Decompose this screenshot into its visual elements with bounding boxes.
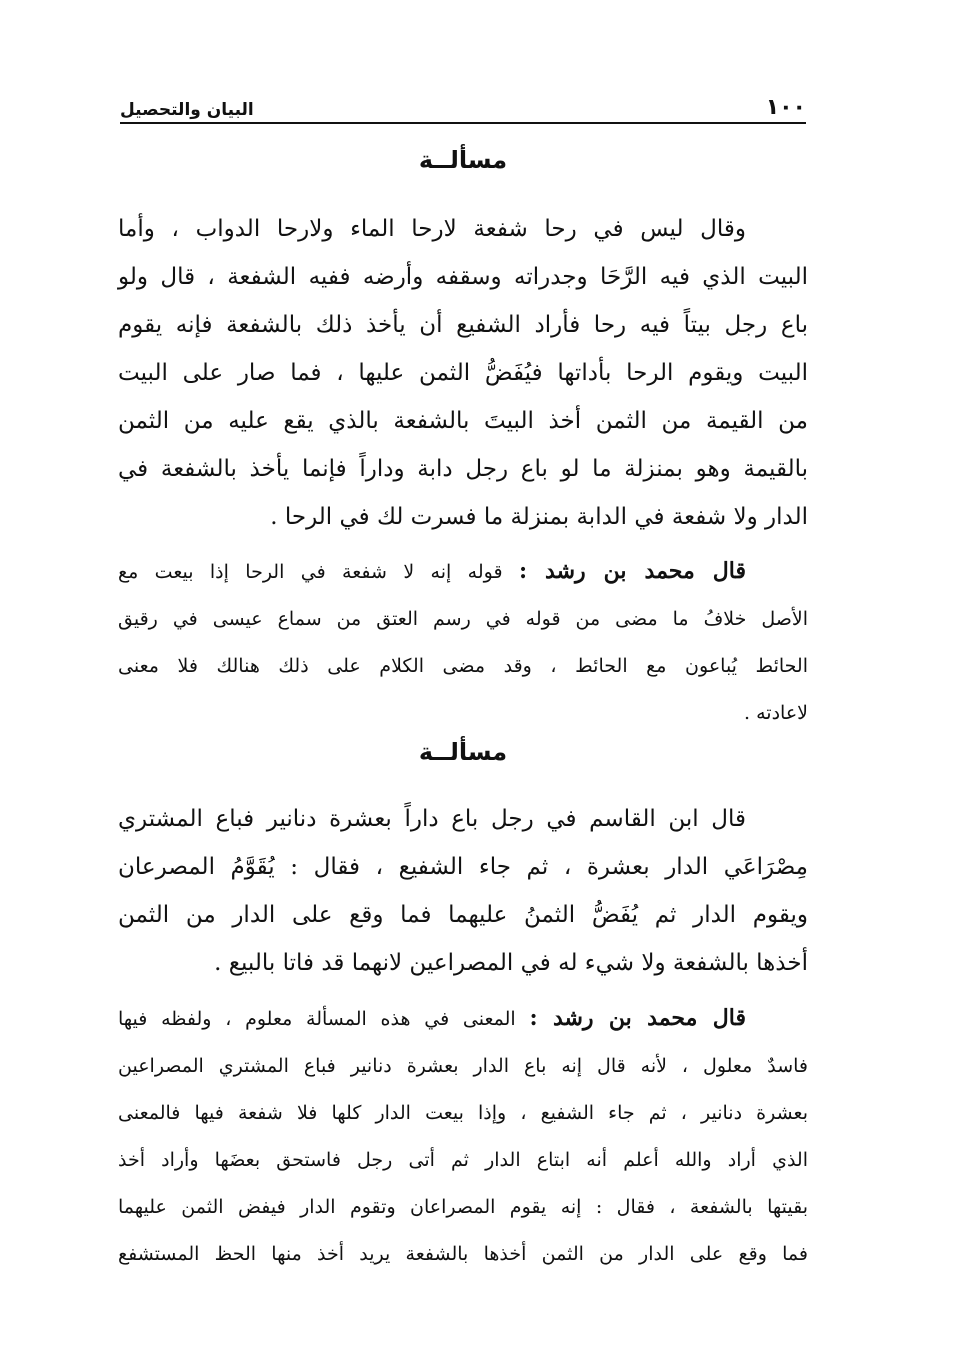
- commentary-speaker: قال محمد بن رشد :: [518, 558, 746, 584]
- commentary-line: [118, 995, 808, 1043]
- text-line: وقال ليس في رحا شفعة لارحا الماء ولارحا الدواب ، وأما: [118, 216, 746, 242]
- text-line: أخذها بالشفعة ولا شيء له في المصراعين لانهما قد فاتا بالبيع .: [214, 950, 808, 976]
- text-line: البيت الذي فيه الرَّحَا وجدراته وسقفه وأرضه ففيه الشفعة ، قال ولو: [118, 264, 808, 290]
- section-text: [118, 795, 808, 987]
- commentary-text: قوله إنه لا شفعة في الرحا إذا بيعت مع: [118, 561, 503, 583]
- text-line: باع رجل بيتاً فيه رحا فأراد الشفيع أن يأخذ ذلك بالشفعة فإنه يقوم: [118, 312, 808, 338]
- section-heading: مسألــة: [418, 738, 508, 766]
- page-header: [120, 86, 806, 124]
- text-line: قال ابن القاسم في رجل باع داراً بعشرة دنانير فباع المشتري: [118, 806, 746, 832]
- text-line: بالقيمة وهو بمنزلة ما لو باع رجل دابة وداراً فإنما يأخذ بالشفعة في: [118, 456, 808, 482]
- running-title: البيان والتحصيل: [120, 100, 254, 120]
- commentary-line: [118, 548, 808, 596]
- page-number: ١٠٠: [765, 95, 806, 120]
- commentary-text: المعنى في هذه المسألة معلوم ، ولفظه فيها: [118, 1008, 516, 1030]
- commentary-line: الذي أراد والله أعلم أنه ابتاع الدار ثم أتى رجل فاستحق بعضَها وأراد أخذ: [118, 1149, 808, 1171]
- commentary-line: بعشرة دنانير ، ثم جاء الشفيع ، وإذا بيعت الدار كلها فلا شفعة فيها فالمعنى: [118, 1102, 808, 1124]
- commentary: [118, 548, 808, 737]
- commentary: [118, 995, 808, 1278]
- text-line: مِصْرَاعَي الدار بعشرة ، ثم جاء الشفيع ، فقال : يُقَوَّمُ المصرعان: [118, 854, 808, 880]
- commentary-speaker: قال محمد بن رشد :: [529, 1005, 746, 1031]
- commentary-line: بقيتها بالشفعة ، فقال : إنه يقوم المصراعان وتقوم الدار فيفض الثمن عليهما: [118, 1196, 808, 1218]
- text-line: من القيمة من الثمن أخذ البيتَ بالشفعة بالذي يقع عليه من الثمن: [118, 408, 808, 434]
- section-heading: مسألــة: [418, 146, 508, 174]
- text-line: البيت ويقوم الرحا بأداتها فيُفَضُّ الثمن عليها ، فما صار على البيت: [118, 360, 808, 386]
- commentary-line: الأصل خلافُ ما مضى من قوله في رسم العتق من سماع عيسى في رقيق: [118, 608, 808, 630]
- commentary-line: فما وقع على الدار من الثمن أخذها بالشفعة يريد أخذ منها الحظ المستشفع: [118, 1243, 808, 1265]
- section-text: [118, 205, 808, 541]
- commentary-line: فاسدٌ معلول ، لأنه قال إنه باع الدار بعشرة دنانير فباع المشتري المصراعين: [118, 1055, 808, 1077]
- commentary-line: الحائط يُباعون مع الحائط ، وقد مضى الكلام على ذلك هنالك فلا معنى: [118, 655, 808, 677]
- text-line: الدار ولا شفعة في الدابة بمنزلة ما فسرت لك في الرحا .: [270, 504, 808, 530]
- commentary-line: لاعادته .: [744, 702, 808, 724]
- text-line: ويقوم الدار ثم يُفَضُّ الثمنُ عليهما فما وقع على الدار من الثمن: [118, 902, 808, 928]
